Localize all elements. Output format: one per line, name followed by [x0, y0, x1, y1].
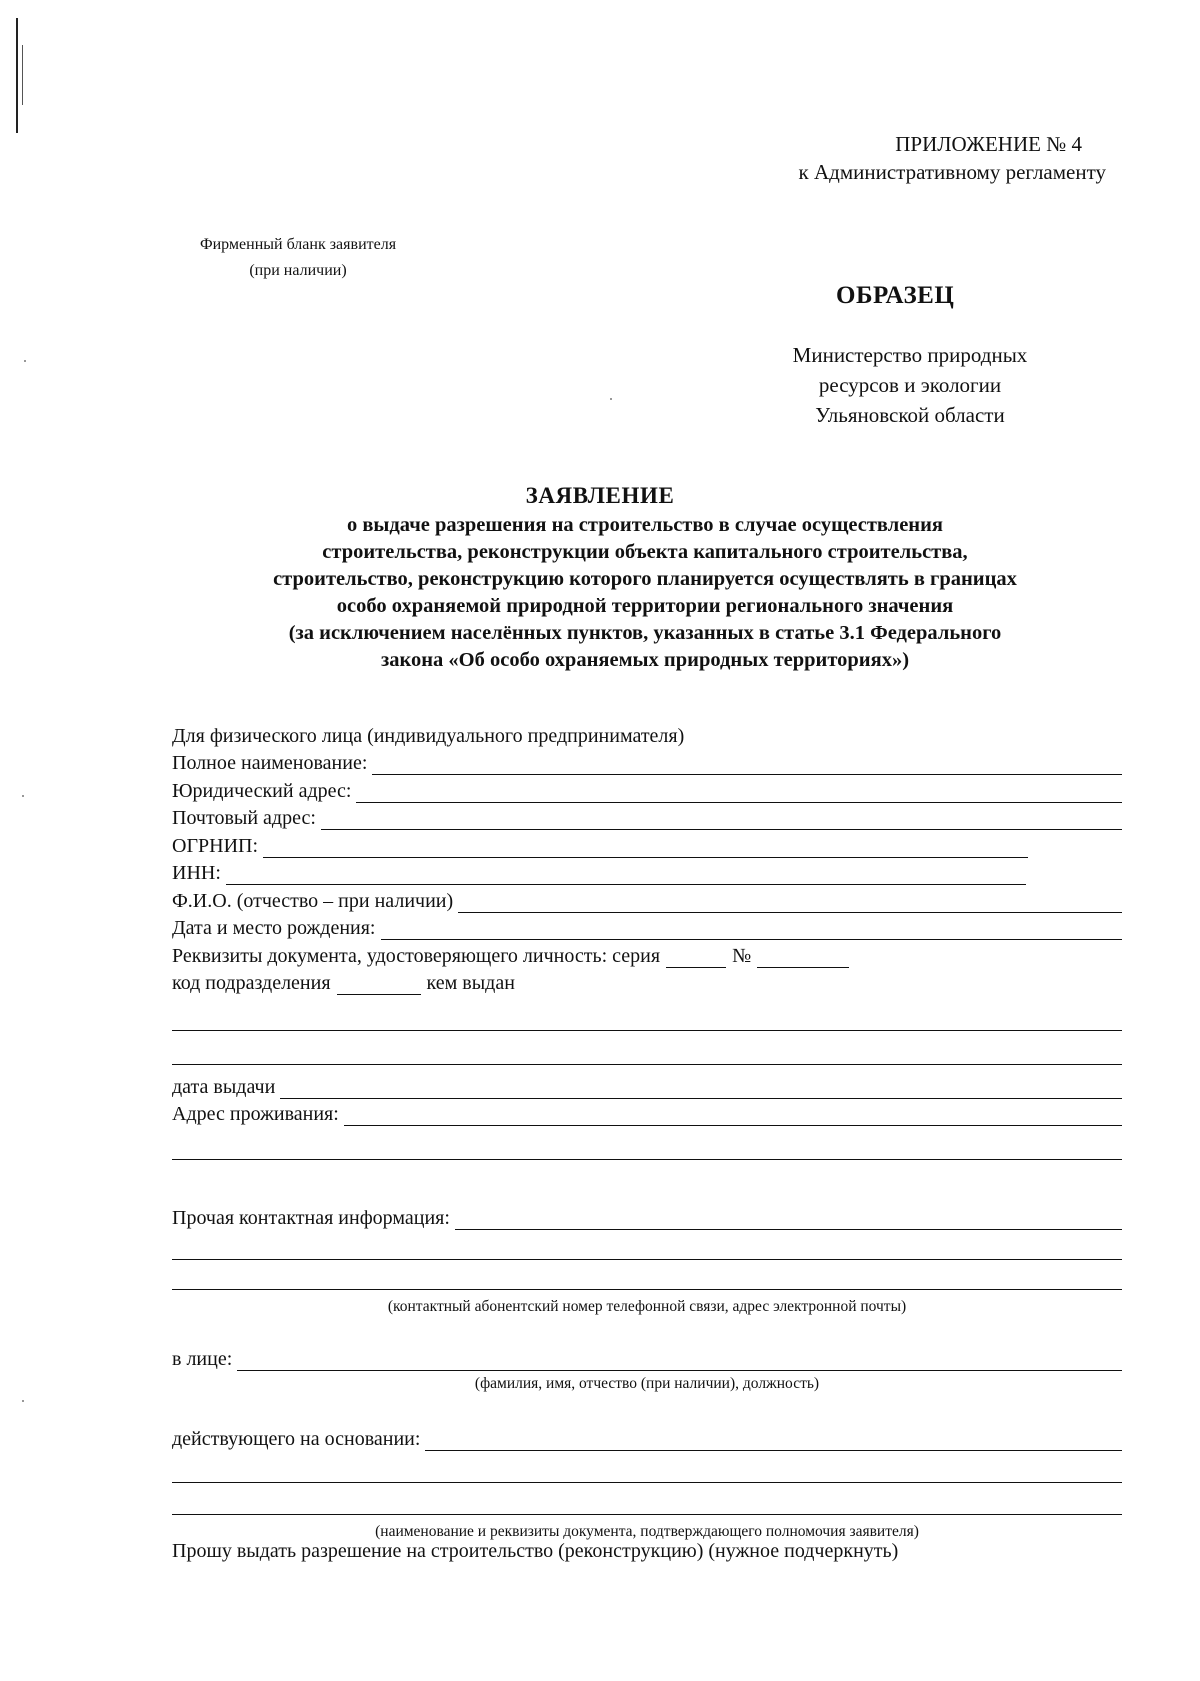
birth-field[interactable] — [381, 921, 1123, 940]
inn-label: ИНН: — [172, 862, 221, 884]
appendix-number: ПРИЛОЖЕНИЕ № 4 — [895, 132, 1082, 156]
fio-field[interactable] — [458, 894, 1122, 913]
postal-address-row — [172, 803, 1122, 831]
form-section-heading — [172, 720, 1122, 748]
document-title: ЗАЯВЛЕНИЕ — [525, 483, 675, 508]
issued-by-label: кем выдан — [426, 972, 515, 994]
scan-speck — [22, 1400, 24, 1402]
full-name-row — [172, 748, 1122, 776]
number-sign: № — [732, 944, 752, 967]
ogrnip-field[interactable] — [263, 839, 1028, 858]
id-document-label: Реквизиты документа, удостоверяющего личность: серия — [172, 944, 661, 967]
subtitle-line: о выдаче разрешения на строительство в случае осуществления — [346, 514, 944, 536]
birth-label: Дата и место рождения: — [172, 917, 376, 939]
legal-address-label: Юридический адрес: — [172, 779, 352, 802]
addressee-line: Ульяновской области — [815, 403, 1005, 427]
id-document-row — [172, 940, 1122, 968]
inn-row — [172, 858, 1122, 886]
series-field[interactable] — [666, 949, 726, 968]
sample-label: ОБРАЗЕЦ — [836, 282, 955, 309]
addressee-line: ресурсов и экологии — [818, 373, 1002, 397]
scan-speck — [24, 360, 26, 362]
other-contact-field[interactable] — [455, 1211, 1122, 1230]
acting-basis-field-continued-2[interactable] — [172, 1513, 1122, 1515]
letterhead-line: Фирменный бланк заявителя — [199, 236, 397, 253]
postal-address-label: Почтовый адрес: — [172, 807, 316, 829]
issue-date-row — [172, 1071, 1122, 1099]
full-name-label: Полное наименование: — [172, 752, 368, 774]
scan-margin-mark — [22, 45, 23, 105]
other-contact-row — [172, 1202, 1122, 1230]
acting-basis-field[interactable] — [425, 1432, 1122, 1451]
postal-address-field[interactable] — [321, 811, 1122, 830]
letterhead-line: (при наличии) — [249, 262, 347, 279]
represented-by-row — [172, 1344, 1122, 1372]
legal-address-field[interactable] — [356, 784, 1122, 803]
document-subtitle — [160, 512, 1130, 674]
residence-label: Адрес проживания: — [172, 1103, 339, 1125]
issue-date-label: дата выдачи — [172, 1075, 276, 1098]
subtitle-line: строительство, реконструкцию которого планируется осуществлять в границах — [273, 568, 1017, 590]
issue-date-field[interactable] — [280, 1080, 1122, 1099]
birth-row — [172, 913, 1122, 941]
subtitle-line: (за исключением населённых пунктов, указанных в статье 3.1 Федерального — [288, 622, 1002, 644]
division-code-field[interactable] — [337, 976, 421, 995]
scan-margin-mark — [16, 18, 18, 133]
scan-speck — [22, 795, 24, 797]
division-code-row — [172, 968, 1122, 996]
letterhead-note — [178, 232, 418, 284]
ogrnip-row — [172, 830, 1122, 858]
division-code-label: код подразделения — [172, 972, 331, 994]
request-statement: Прошу выдать разрешение на строительство (реконструкцию) (нужное подчеркнуть) — [172, 1540, 899, 1562]
representative-field[interactable] — [237, 1352, 1122, 1371]
subtitle-line: закона «Об особо охраняемых природных территориях») — [380, 649, 910, 671]
scan-speck — [610, 398, 612, 400]
residence-field[interactable] — [344, 1107, 1122, 1126]
other-contact-field-continued-2[interactable] — [172, 1288, 1122, 1290]
addressee — [740, 340, 1080, 430]
addressee-line: Министерство природных — [792, 343, 1028, 367]
appendix-reference — [799, 130, 1106, 186]
fio-row — [172, 885, 1122, 913]
acting-basis-label: действующего на основании: — [172, 1427, 421, 1450]
represented-by-label: в лице: — [172, 1348, 233, 1370]
inn-field[interactable] — [226, 866, 1026, 885]
residence-row — [172, 1099, 1122, 1127]
subtitle-line: особо охраняемой природной территории регионального значения — [336, 595, 954, 617]
applicant-form — [172, 720, 1122, 1541]
full-name-field[interactable] — [372, 756, 1122, 775]
contact-caption: (контактный абонентский номер телефонной связи, адрес электронной почты) — [387, 1297, 907, 1315]
ogrnip-label: ОГРНИП: — [172, 834, 259, 857]
document-number-field[interactable] — [757, 949, 849, 968]
authority-caption: (наименование и реквизиты документа, подтверждающего полномочия заявителя) — [375, 1522, 919, 1540]
representative-caption: (фамилия, имя, отчество (при наличии), должность) — [474, 1375, 820, 1392]
legal-address-row — [172, 775, 1122, 803]
appendix-regulation: к Административному регламенту — [798, 160, 1106, 184]
acting-basis-row — [172, 1423, 1122, 1451]
other-contact-label: Прочая контактная информация: — [172, 1206, 450, 1229]
section-heading-text: Для физического лица (индивидуального предпринимателя) — [172, 724, 685, 747]
fio-label: Ф.И.О. (отчество – при наличии) — [172, 889, 454, 912]
subtitle-line: строительства, реконструкции объекта капитального строительства, — [322, 541, 968, 563]
